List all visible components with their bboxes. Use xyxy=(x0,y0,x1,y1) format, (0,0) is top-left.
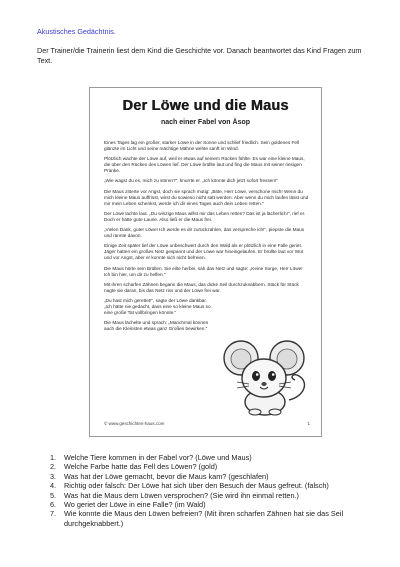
story-title: Der Löwe und die Maus xyxy=(122,98,289,114)
story-paragraph: Der Löwe lachte laut. „Du winzige Maus willst mir das Leben retten? Das ist ja lächerlich!", rief er. Doch er hatte gute Laune. Also ließ er die Maus frei. xyxy=(104,210,306,222)
question-text: Wo geriet der Löwe in eine Falle? (im Wald) xyxy=(64,500,206,510)
story-paragraph: Mit ihren scharfen Zähnen begann die Maus, das dicke Seil durchzuknabbern. Stück für Stück nagte sie daran, bis das Netz riss und der Löwe frei war. xyxy=(104,281,299,293)
question-text: Wie konnte die Maus den Löwen befreien? (Mit ihren scharfen Zähnen hat sie das Seil durchgeknabbert.) xyxy=(64,509,344,528)
question-text: Was hat der Löwe gemacht, bevor die Maus kam? (geschlafen) xyxy=(64,471,269,481)
intro-text: Der Trainer/die Trainerin liest dem Kind die Geschichte vor. Danach beantwortet das Kind Fragen zum Text. xyxy=(37,46,362,65)
story-paragraph: „Wie wagst du es, mich zu stören?", knurrte er. „Ich könnte dich jetzt sofort fressen!" xyxy=(104,178,278,184)
question-text: Welche Tiere kommen in der Fabel vor? (Löwe und Maus) xyxy=(64,453,252,462)
question-item xyxy=(50,481,370,490)
page-number: 1 xyxy=(307,421,310,426)
story-body xyxy=(104,140,310,336)
story-paragraph: „Du hast mich gerettet!", sagte der Löwe dankbar. „Ich hätte nie gedacht, dass eine so kleine Maus so eine große Tat vollbringen könnte." xyxy=(104,297,211,316)
story-page xyxy=(89,87,322,437)
story-paragraph: Eines Tages lag ein großer, starker Löwe in der Sonne und schlief friedlich. Sein goldenes Fell glänzte im Licht und seine mächtige Mähne wehte sanft im Wind. xyxy=(104,140,300,152)
question-text: Richtig oder falsch: Der Löwe hat sich über den Besuch der Maus gefreut. (falsch) xyxy=(64,481,329,491)
story-subtitle: nach einer Fabel von Äsop xyxy=(160,119,251,126)
question-number: 1. xyxy=(50,453,57,462)
question-number: 3. xyxy=(50,471,57,481)
question-number: 2. xyxy=(50,462,57,472)
header-label: Akustisches Gedächtnis. xyxy=(37,27,116,36)
story-footer xyxy=(104,421,310,426)
question-number: 5. xyxy=(50,490,57,500)
story-paragraph: Einige Zeit später lief der Löwe unbeschwert durch den Wald als er plötzlich in eine Falle geriet. Jäger hatten ein großes Netz gespannt und der Löwe war hineingelaufen. Er brüllte laut vor Wut und vor Angst, aber er konnte sich nicht befreien. xyxy=(104,243,303,261)
question-item xyxy=(50,453,370,462)
question-number: 6. xyxy=(50,500,57,510)
copyright-text: © www.geschichten-haus.com xyxy=(104,421,165,426)
story-paragraph: Plötzlich wachte der Löwe auf, weil er etwas auf seinem Rücken fühlte. Es war eine kleine Maus, die über den Rücken des Löwen lief. Der Löwe brüllte laut und fing die Maus mit seiner riesigen Pranke. xyxy=(104,156,305,174)
question-number: 7. xyxy=(50,509,57,519)
mouse-illustration xyxy=(219,338,311,416)
question-item xyxy=(50,491,370,500)
question-item xyxy=(50,500,370,509)
question-text: Was hat die Maus dem Löwen versprochen? (Sie wird ihn einmal retten.) xyxy=(64,490,299,500)
question-text: Welche Farbe hatte das Fell des Löwen? (gold) xyxy=(64,462,218,472)
story-paragraph: Die Maus hörte sein Brüllen. Sie eilte herbei, sah das Netz und sagte: „Keine Sorge, Herr Löwe! Ich bin hier, um dir zu helfen." xyxy=(104,265,303,277)
question-item xyxy=(50,462,370,471)
question-item xyxy=(50,472,370,481)
story-paragraph: Die Maus lächelte und sprach: „Manchmal können auch die Kleinsten etwas ganz Großes bewirken." xyxy=(104,320,209,332)
question-item xyxy=(50,509,370,528)
question-number: 4. xyxy=(50,481,57,491)
story-paragraph: „Vielen Dank, guter Löwe! Ich werde es dir zurückzahlen, das verspreche ich!", piepste die Maus und rannte davon. xyxy=(104,227,305,239)
question-list xyxy=(50,453,370,528)
story-paragraph: Die Maus zitterte vor Angst, doch sie sprach mutig: „Bitte, Herr Löwe, verschone mich! Wenn du mich kleine Maus auffrisst, wirst du sowieso nicht satt werden. Aber wenn du mich laufen lässt und mir mein Leben schenkst, werde ich dir eines Tages auch dein Leben retten." xyxy=(104,188,309,206)
